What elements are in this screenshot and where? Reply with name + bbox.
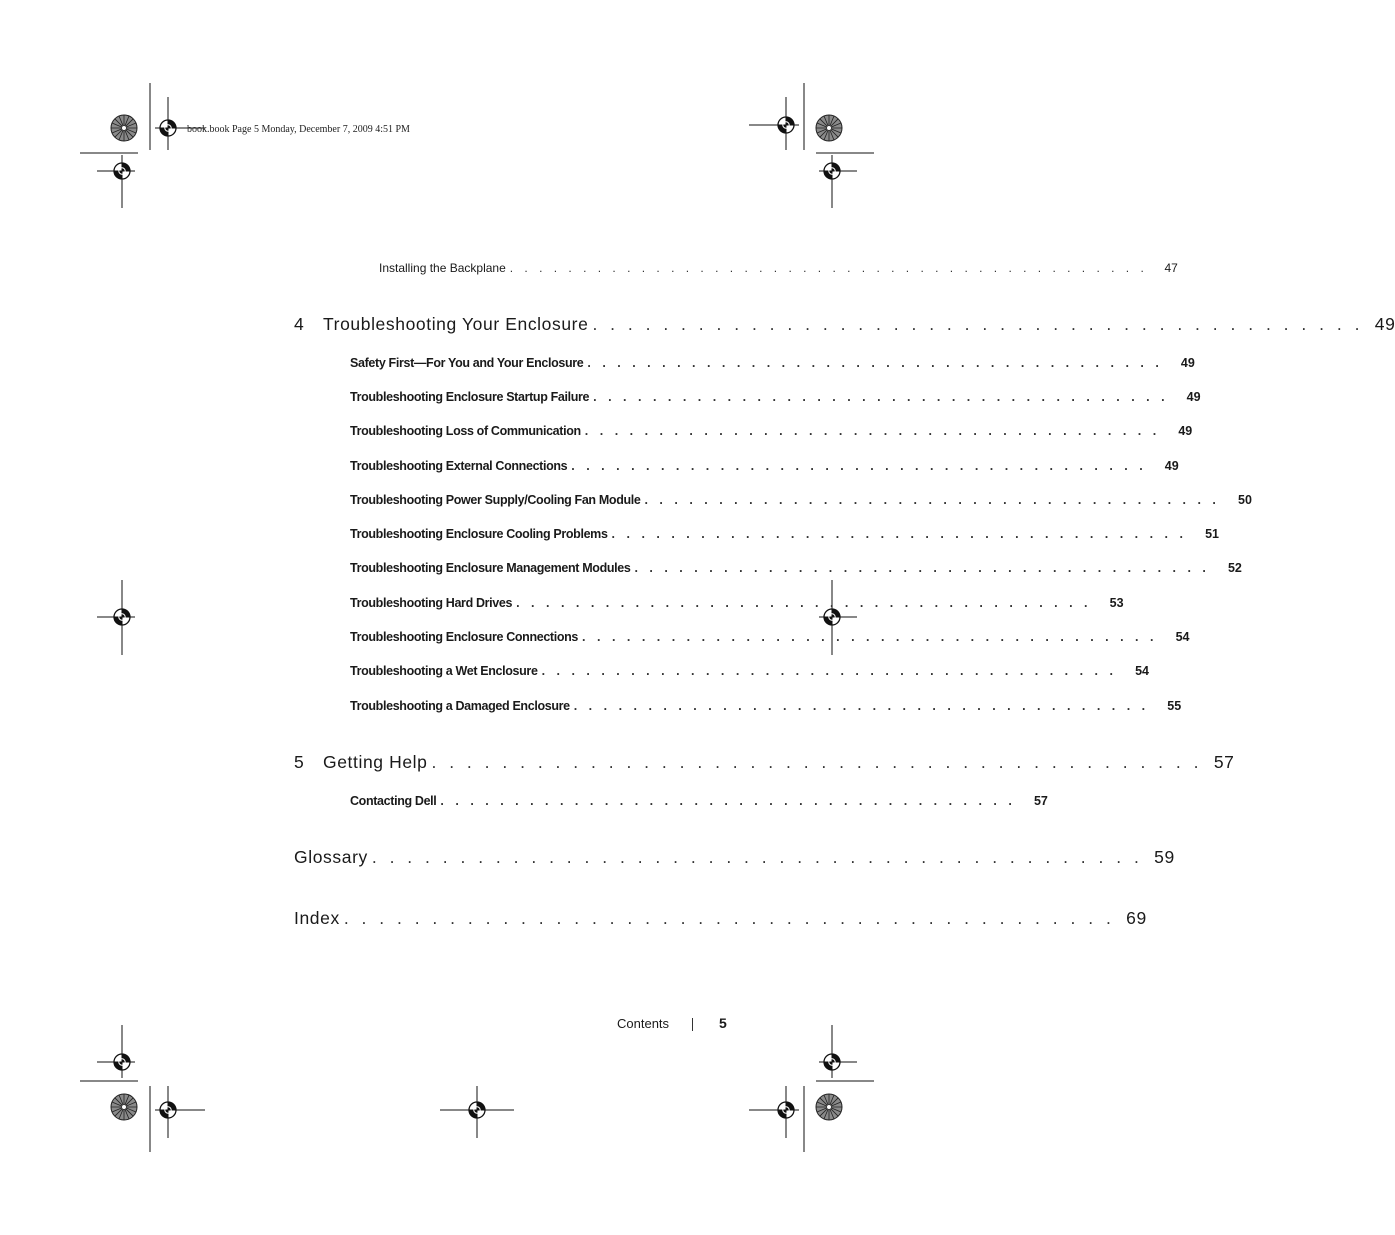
toc-page-number: 49 xyxy=(1374,314,1395,334)
crop-mark-bottom-right xyxy=(749,1025,874,1152)
toc-entry[interactable] xyxy=(350,527,1219,541)
dot-leader: . . . . . . . . . . . . . . . . . . . . . . . . . . . . . . . . . . . . . . . xyxy=(644,493,1220,507)
toc-page-number: 55 xyxy=(1167,699,1182,713)
dot-leader: . . . . . . . . . . . . . . . . . . . . . . . . . . . . . . . . . . . . . . . xyxy=(634,561,1210,575)
toc-page-number: 49 xyxy=(1164,459,1179,473)
toc-page-number: 52 xyxy=(1227,561,1242,575)
toc-entry-label: Glossary xyxy=(294,847,368,867)
toc-page-number: 59 xyxy=(1154,847,1175,867)
toc-entry-label: Troubleshooting a Wet Enclosure xyxy=(350,664,538,678)
toc-page-number: 57 xyxy=(1033,794,1048,808)
crop-mark-middle-left xyxy=(97,580,135,655)
crop-mark-bottom-left xyxy=(80,1025,205,1152)
dot-leader: . . . . . . . . . . . . . . . . . . . . . . . . . . . . . . . . . . . . . . . xyxy=(584,424,1161,438)
chapter-number: 4 xyxy=(294,314,305,334)
toc-entry[interactable] xyxy=(350,390,1201,404)
toc-chapter-5[interactable] xyxy=(294,752,1235,773)
toc-entry[interactable] xyxy=(350,356,1195,370)
toc-page-number: 51 xyxy=(1205,527,1219,541)
dot-leader: . . . . . . . . . . . . . . . . . . . . . . . . . . . . . . . . . . . . . . . xyxy=(571,459,1147,473)
toc-chapter-4[interactable] xyxy=(294,314,1395,335)
toc-entry[interactable] xyxy=(350,596,1124,610)
toc-entry-label: Troubleshooting a Damaged Enclosure xyxy=(350,699,570,713)
toc-entry-label: Troubleshooting Enclosure Cooling Problems xyxy=(350,527,608,541)
footer-page-number: 5 xyxy=(719,1015,727,1031)
toc-page-number: 54 xyxy=(1175,630,1190,644)
footer-section-label: Contents xyxy=(617,1016,670,1031)
toc-entry[interactable] xyxy=(350,424,1193,438)
chapter-title: Getting Help xyxy=(323,752,428,772)
toc-entry-label: Troubleshooting Enclosure Startup Failure xyxy=(350,390,590,404)
toc-entry[interactable] xyxy=(350,630,1190,644)
crop-mark-top-left xyxy=(80,83,205,208)
toc-entry[interactable] xyxy=(350,664,1149,678)
toc-page-number: 53 xyxy=(1109,596,1124,610)
toc-index[interactable] xyxy=(294,908,1147,929)
dot-leader: . . . . . . . . . . . . . . . . . . . . . . . . . . . . . . . . . . . . . . . xyxy=(611,527,1187,541)
toc-entry-label: Installing the Backplane xyxy=(379,261,506,275)
toc-page-number: 54 xyxy=(1135,664,1149,678)
toc-entry-installing-backplane[interactable] xyxy=(379,261,1178,275)
toc-entry-label: Troubleshooting Hard Drives xyxy=(350,596,513,610)
chapter-title: Troubleshooting Your Enclosure xyxy=(323,314,589,334)
toc-entry-label: Index xyxy=(294,908,340,928)
dot-leader: . . . . . . . . . . . . . . . . . . . . . . . . . . . . . . . . . . . . . . . xyxy=(582,630,1158,644)
toc-page-number: 49 xyxy=(1186,390,1201,404)
dot-leader: . . . . . . . . . . . . . . . . . . . . . . . . . . . . . . . . . . . . . . . xyxy=(541,664,1117,678)
toc-glossary[interactable] xyxy=(294,847,1175,868)
toc-entry-label: Troubleshooting Loss of Communication xyxy=(350,424,581,438)
toc-page-number: 50 xyxy=(1238,493,1252,507)
dot-leader: . . . . . . . . . . . . . . . . . . . . . . . . . . . . . . . . . . . . . . . . . . . . xyxy=(431,752,1203,772)
toc-page-number: 47 xyxy=(1164,261,1178,275)
toc-entry[interactable] xyxy=(350,699,1182,713)
toc-entry-label: Troubleshooting External Connections xyxy=(350,459,568,473)
toc-entry[interactable] xyxy=(350,794,1048,808)
toc-entry-label: Troubleshooting Enclosure Connections xyxy=(350,630,579,644)
dot-leader: . . . . . . . . . . . . . . . . . . . . . . . . . . . . . . . . . . . . . . . . . . . . xyxy=(371,847,1143,867)
toc-entry[interactable] xyxy=(350,459,1179,473)
dot-leader: . . . . . . . . . . . . . . . . . . . . . . . . . . . . . . . . . . . . . . . xyxy=(587,356,1163,370)
crop-mark-top-right xyxy=(749,83,874,208)
dot-leader: . . . . . . . . . . . . . . . . . . . . . . . . . . . . . . . . . . . . . . . . . . . . xyxy=(509,261,1148,275)
toc-entry[interactable] xyxy=(350,561,1242,575)
dot-leader: . . . . . . . . . . . . . . . . . . . . . . . . . . . . . . . . . . . . . . . xyxy=(593,390,1169,404)
toc-entry-label: Contacting Dell xyxy=(350,794,437,808)
chapter-number: 5 xyxy=(294,752,305,772)
dot-leader: . . . . . . . . . . . . . . . . . . . . . . . . . . . . . . . . . . . . . . . xyxy=(573,699,1150,713)
dot-leader: . . . . . . . . . . . . . . . . . . . . . . . . . . . . . . . . . . . . . . . . . . . . xyxy=(592,314,1364,334)
print-slug: book.book Page 5 Monday, December 7, 2009 4:51 PM xyxy=(187,124,410,135)
toc-page-number: 49 xyxy=(1180,356,1195,370)
toc-page-number: 69 xyxy=(1126,908,1147,928)
crop-mark-bottom-center xyxy=(440,1086,514,1138)
toc-entry-label: Troubleshooting Enclosure Management Modules xyxy=(350,561,631,575)
footer-divider xyxy=(692,1018,693,1031)
dot-leader: . . . . . . . . . . . . . . . . . . . . . . . . . . . . . . . . . . . . . . . xyxy=(516,596,1092,610)
dot-leader: . . . . . . . . . . . . . . . . . . . . . . . . . . . . . . . . . . . . . . . . . . . . xyxy=(343,908,1115,928)
toc-entry-label: Troubleshooting Power Supply/Cooling Fan Module xyxy=(350,493,641,507)
toc-entry[interactable] xyxy=(350,493,1252,507)
dot-leader: . . . . . . . . . . . . . . . . . . . . . . . . . . . . . . . . . . . . . . . xyxy=(440,794,1016,808)
toc-page-number: 57 xyxy=(1213,752,1235,772)
toc-entry-label: Safety First—For You and Your Enclosure xyxy=(350,356,584,370)
toc-page-number: 49 xyxy=(1178,424,1193,438)
